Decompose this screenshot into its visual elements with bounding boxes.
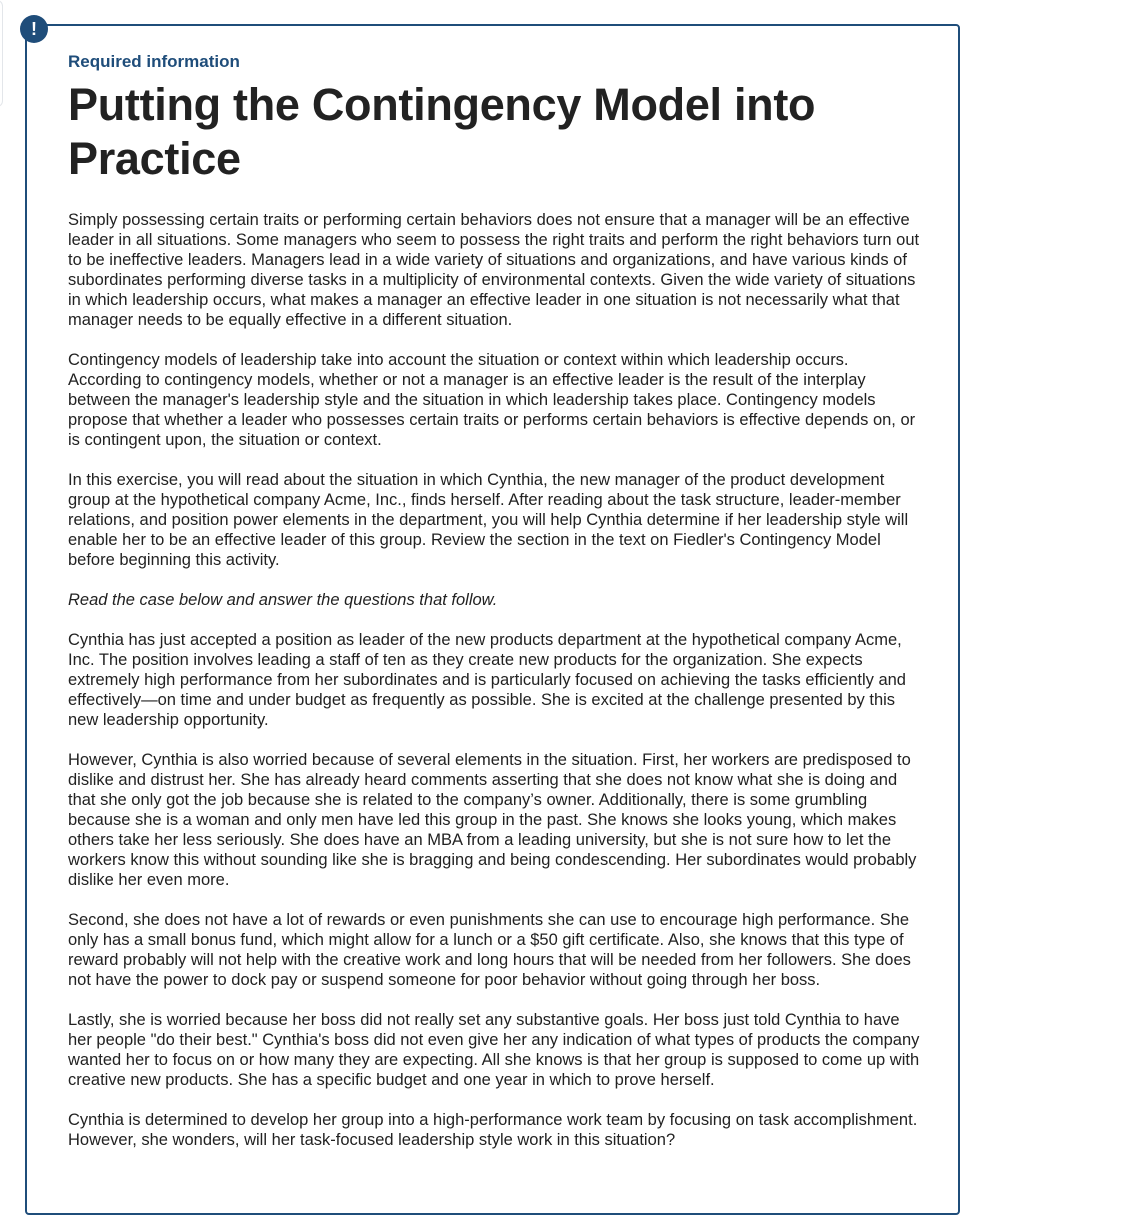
required-information-card: [25, 24, 960, 1215]
exclamation-icon: !: [20, 15, 48, 43]
paragraph-case-task: Lastly, she is worried because her boss did not really set any substantive goals. Her boss just told Cynthia to have her people "do their best." Cynthia's boss did not even give her any indication of what types of products the company wanted her to focus on or how many they are expecting. All she knows is that her group is supposed to come up with creative new products. She has a specific budget and one year in which to prove herself.: [68, 1011, 920, 1089]
paragraph-exercise: In this exercise, you will read about the situation in which Cynthia, the new manager of the product development group at the hypothetical company Acme, Inc., finds herself. After reading about the task structure, leader-member relations, and position power elements in the department, you will help Cynthia determine if her leadership style will enable her to be an effective leader of this group. Review the section in the text on Fiedler's Contingency Model before beginning this activity.: [68, 471, 909, 569]
side-panel-tab[interactable]: [0, 0, 3, 107]
card-content: [68, 50, 920, 1170]
paragraph-contingency-models: Contingency models of leadership take into account the situation or context within which leadership occurs. According to contingency models, whether or not a manager is an effective leader is the result of the interplay between the manager's leadership style and the situation in which leadership takes place. Contingency models propose that whether a leader who possesses certain traits or performs certain behaviors is effective depends on, or is contingent upon, the situation or context.: [68, 351, 916, 449]
paragraph-case-power: Second, she does not have a lot of rewards or even punishments she can use to encourage high performance. She only has a small bonus fund, which might allow for a lunch or a $50 gift certificate. Also, she knows that this type of reward probably will not help with the creative work and long hours that will be needed from her followers. She does not have the power to dock pay or suspend someone for poor behavior without going through her boss.: [68, 911, 911, 989]
paragraph-case-relations: However, Cynthia is also worried because of several elements in the situation. First, her workers are predisposed to dislike and distrust her. She has already heard comments asserting that she does not know what she is doing and that she only got the job because she is related to the company’s owner. Additionally, there is some grumbling because she is a woman and only men have led this group in the past. She knows she looks young, which makes others take her less seriously. She does have an MBA from a leading university, but she is not sure how to let the workers know this without sounding like she is bragging and being condescending. Her subordinates would probably dislike her even more.: [68, 751, 917, 889]
body-text: [68, 210, 920, 1150]
paragraph-case-question: Cynthia is determined to develop her group into a high-performance work team by focusing on task accomplishment. However, she wonders, will her task-focused leadership style work in this situation?: [68, 1111, 918, 1149]
paragraph-intro: Simply possessing certain traits or performing certain behaviors does not ensure that a manager will be an effective leader in all situations. Some managers who seem to possess the right traits and perform the right behaviors turn out to be ineffective leaders. Managers lead in a wide variety of situations and organizations, and have various kinds of subordinates performing diverse tasks in a multiplicity of environmental contexts. Given the wide variety of situations in which leadership occurs, what makes a manager an effective leader in one situation is not necessarily what that manager needs to be equally effective in a different situation.: [68, 211, 920, 329]
paragraph-case-intro: Cynthia has just accepted a position as leader of the new products department at the hypothetical company Acme, Inc. The position involves leading a staff of ten as they create new products for the organization. She expects extremely high performance from her subordinates and is particularly focused on achieving the tasks efficiently and effectively—on time and under budget as frequently as possible. She is excited at the challenge presented by this new leadership opportunity.: [68, 631, 906, 729]
page-title: Putting the Contingency Model into Practice: [68, 79, 816, 184]
required-information-label: Required information: [68, 52, 240, 71]
paragraph-instruction: Read the case below and answer the questions that follow.: [68, 591, 498, 609]
